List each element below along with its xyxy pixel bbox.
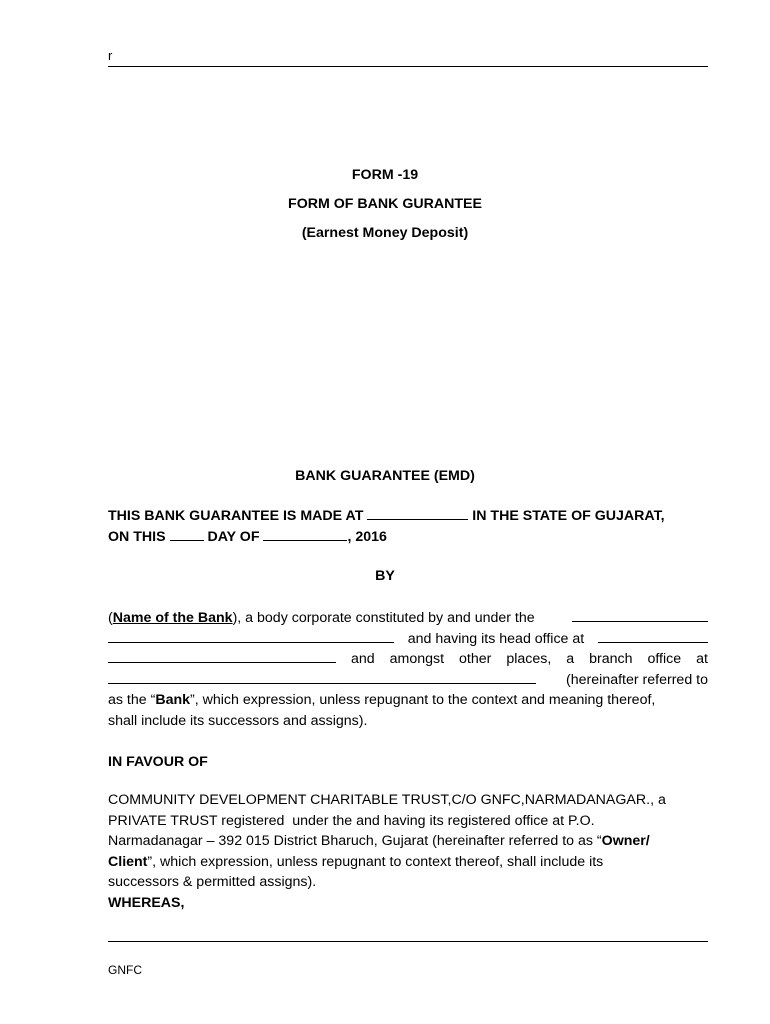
bank-line-5 xyxy=(108,690,708,711)
intro-line-2 xyxy=(108,527,708,548)
header-rule xyxy=(108,66,708,67)
by-heading: BY xyxy=(375,568,395,584)
favour-heading: IN FAVOUR OF xyxy=(108,754,208,770)
branch-blank xyxy=(108,670,536,684)
bank-line-6: shall include its successors and assigns). xyxy=(108,712,368,729)
bank-line-4 xyxy=(108,670,708,691)
bank-text: a xyxy=(566,651,575,667)
bank-text: (hereinafter referred to xyxy=(566,671,708,688)
head-office-blank xyxy=(598,629,708,643)
footer-text: GNFC xyxy=(108,963,142,977)
section-heading: BANK GUARANTEE (EMD) xyxy=(295,468,475,484)
owner-line-2: PRIVATE TRUST registered under the and having its registered office at P.O. xyxy=(108,812,595,829)
owner-line-4 xyxy=(108,852,708,873)
bank-text: ( xyxy=(108,610,113,626)
bank-line-1 xyxy=(108,608,708,629)
owner-paragraph xyxy=(108,790,708,913)
month-blank xyxy=(263,527,347,541)
intro-text: DAY OF xyxy=(207,528,260,545)
bank-keyword: Bank xyxy=(155,692,191,708)
bank-line-3 xyxy=(108,649,708,670)
form-title: FORM OF BANK GURANTEE xyxy=(288,196,482,212)
owner-line-1: COMMUNITY DEVELOPMENT CHARITABLE TRUST,C/O GNFC,NARMADANAGAR., a xyxy=(108,792,666,808)
bank-text: amongst xyxy=(389,651,445,667)
footer-rule xyxy=(108,941,708,942)
owner-line-3 xyxy=(108,831,708,852)
bank-text: and xyxy=(350,651,375,667)
owner-text: Narmadanagar – 392 015 District Bharuch, Gujarat (hereinafter referred to as “ xyxy=(108,833,602,849)
bank-blank xyxy=(572,608,708,622)
intro-text: , 2016 xyxy=(347,528,387,545)
owner-keyword: Owner/ xyxy=(601,833,650,849)
bank-line-2 xyxy=(108,629,708,650)
whereas-label: WHEREAS, xyxy=(108,894,185,911)
owner-text: ”, which expression, unless repugnant to context thereof, shall include its xyxy=(147,853,604,870)
bank-paragraph xyxy=(108,608,708,731)
header-mark: r xyxy=(108,48,113,63)
bank-text: at xyxy=(696,651,708,667)
day-blank xyxy=(170,527,204,541)
bank-blank xyxy=(108,629,394,643)
intro-paragraph xyxy=(108,506,708,547)
bank-text: office xyxy=(647,651,682,667)
intro-line-1 xyxy=(108,506,708,527)
bank-text: as the “ xyxy=(108,692,156,708)
form-number: FORM -19 xyxy=(351,167,419,183)
form-subtitle: (Earnest Money Deposit) xyxy=(301,225,469,241)
bank-text: places, xyxy=(506,651,552,667)
intro-text: ON THIS xyxy=(108,528,166,545)
bank-text: and having its head office at xyxy=(407,630,585,647)
bank-text: branch xyxy=(589,651,633,667)
intro-text: THIS BANK GUARANTEE IS MADE AT xyxy=(108,508,364,524)
bank-blank xyxy=(108,649,336,663)
bank-name: Name of the Bank xyxy=(112,610,233,626)
intro-text: IN THE STATE OF GUJARAT, xyxy=(472,508,665,524)
bank-text: other xyxy=(459,651,492,667)
owner-line-5: successors & permitted assigns). xyxy=(108,874,317,890)
owner-keyword: Client xyxy=(108,853,148,870)
place-blank xyxy=(367,506,468,520)
bank-text: ”, which expression, unless repugnant to the context and meaning thereof, xyxy=(190,692,656,708)
bank-text: ), a body corporate constituted by and under the xyxy=(232,610,535,626)
